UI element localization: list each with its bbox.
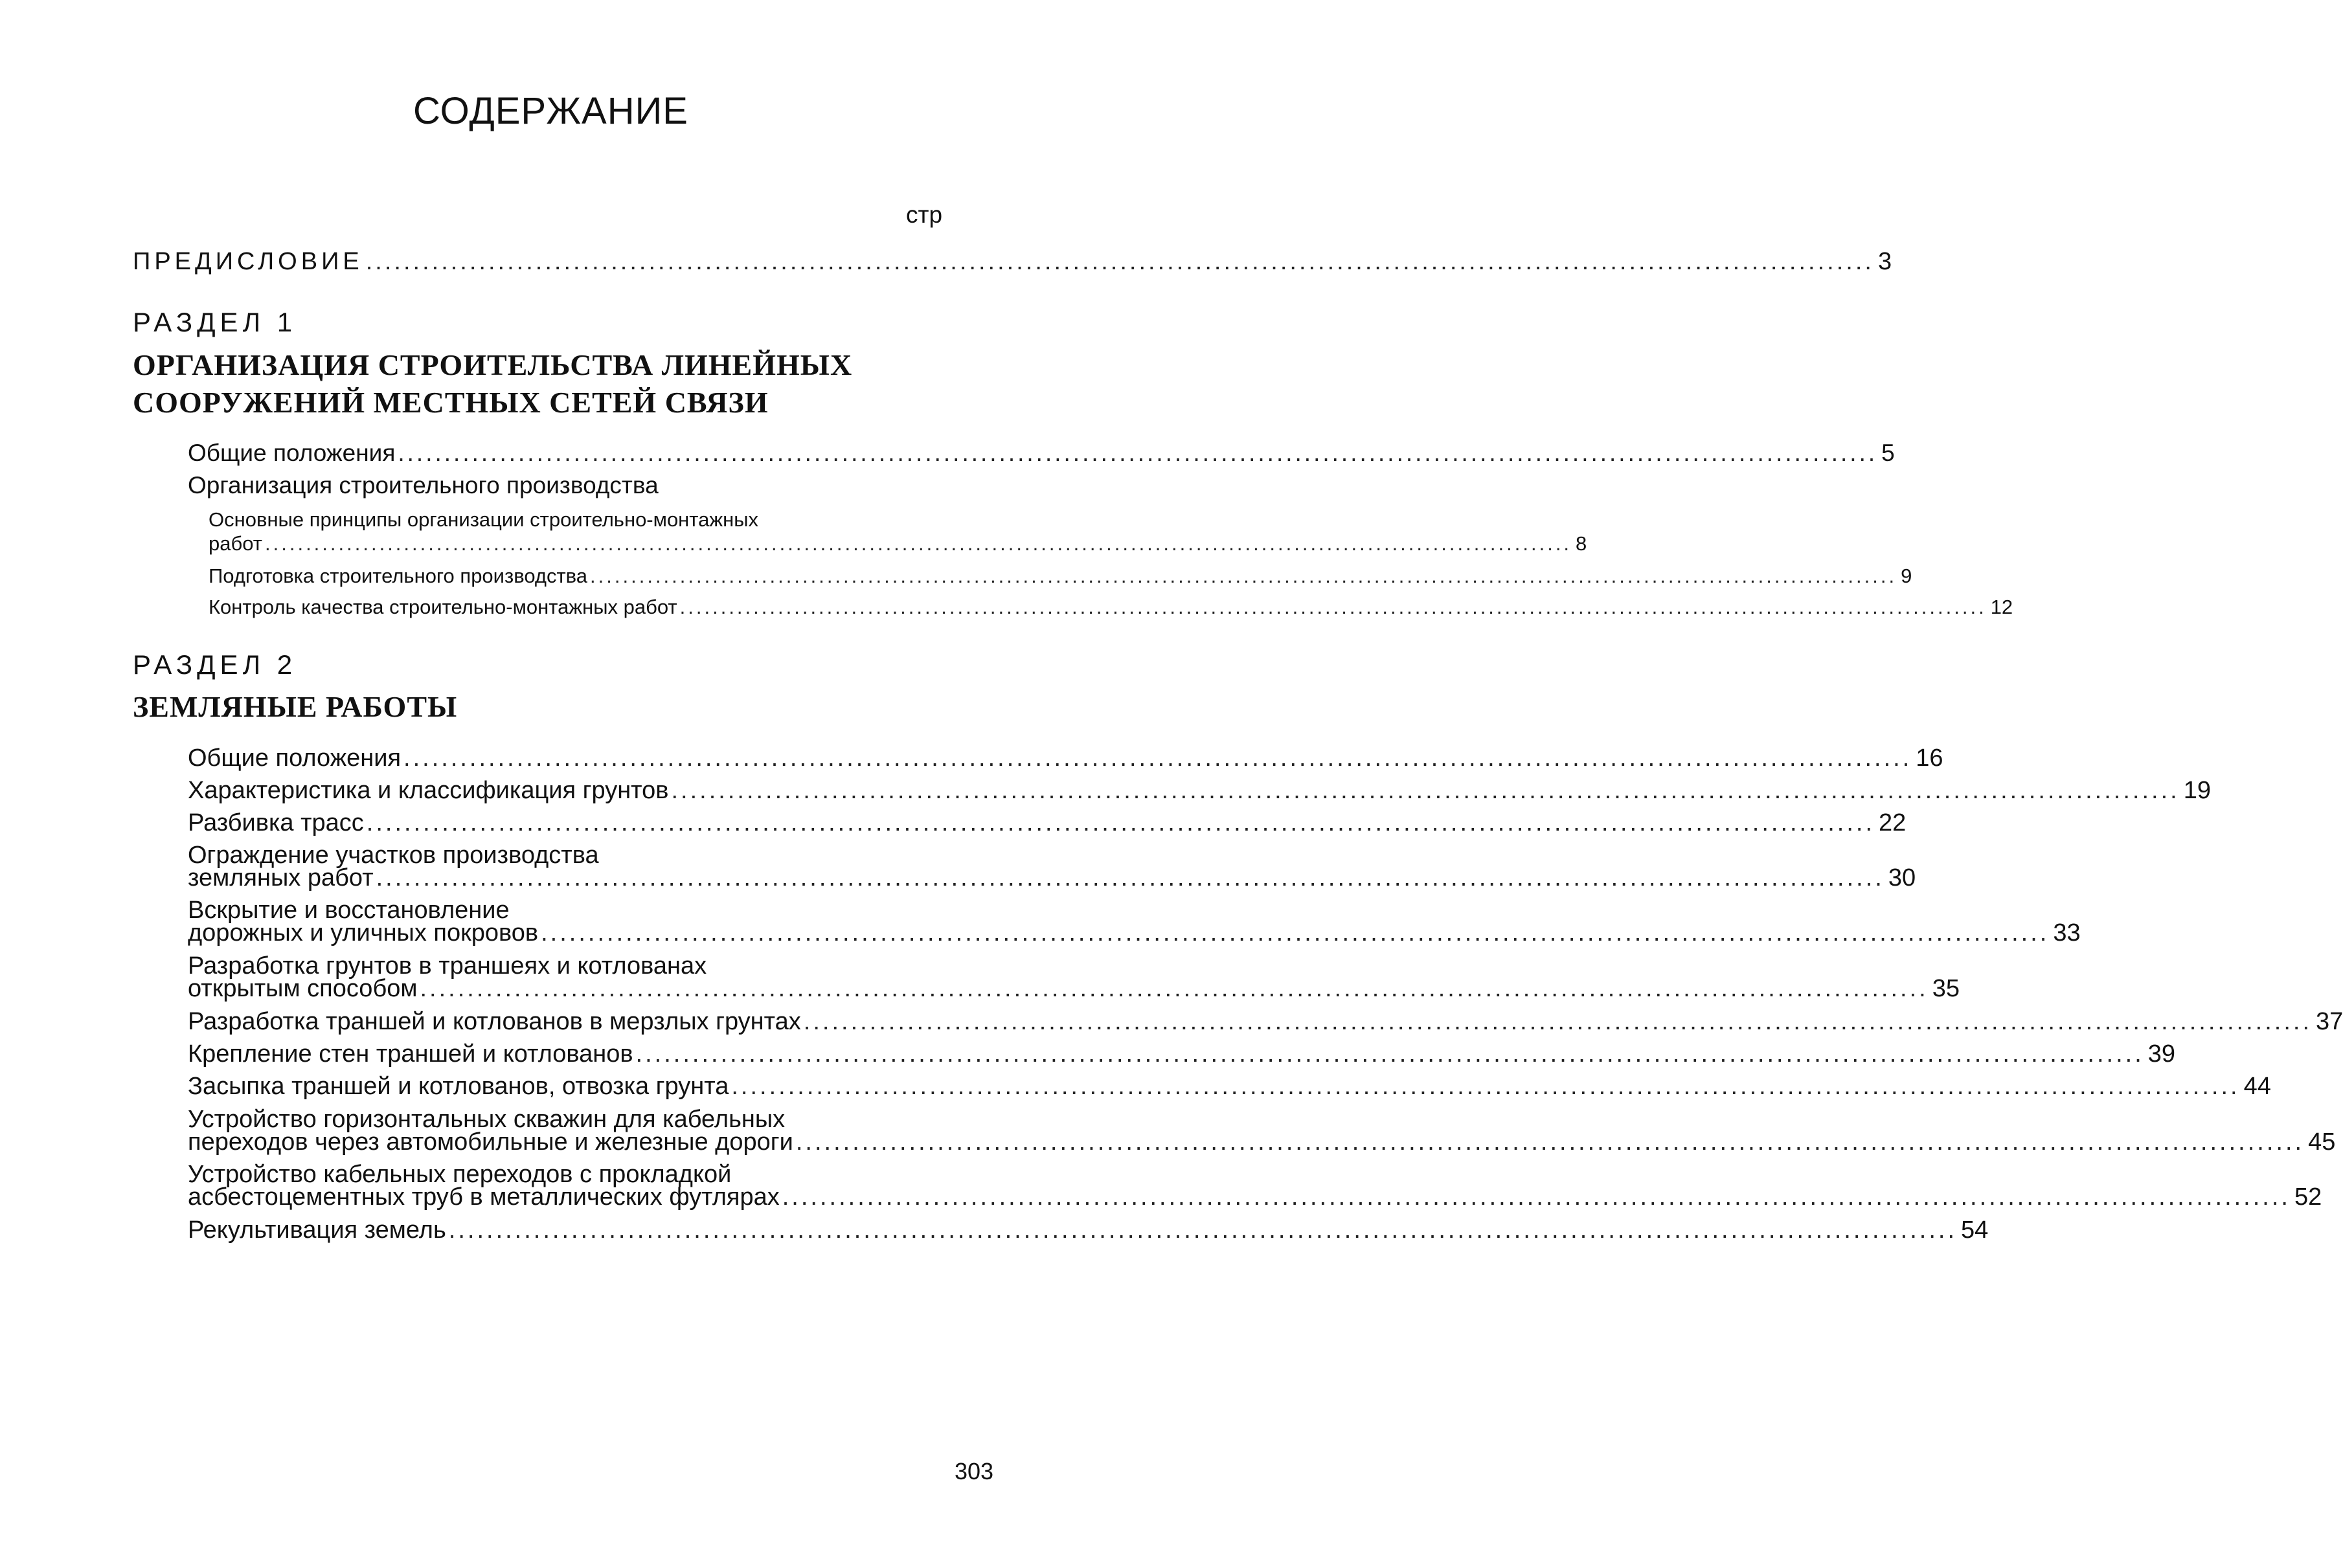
dot-leader: ................................................................................................................................................................ — [590, 565, 1897, 587]
toc-entry[interactable] — [188, 1128, 2336, 1156]
toc-entry[interactable] — [188, 1183, 2322, 1211]
toc-entry-page: 30 — [1888, 864, 1916, 891]
toc-entry-label: Крепление стен траншей и котлованов — [188, 1040, 633, 1068]
dot-leader: ................................................................................................................................................................ — [782, 1183, 2291, 1211]
toc-entry-label: переходов через автомобильные и железные дороги — [188, 1128, 793, 1156]
toc-entry-page: 5 — [1881, 440, 1895, 466]
section-1-title — [133, 346, 852, 421]
toc-entry-label: Разработка траншей и котлованов в мерзлых грунтах — [188, 1008, 801, 1035]
toc-entry-line1[interactable]: Основные принципы организации строительно-монтажных — [209, 508, 759, 531]
dot-leader: ................................................................................................................................................................ — [635, 1040, 2144, 1068]
toc-entry-page: 52 — [2294, 1183, 2322, 1211]
toc-entry-label: Характеристика и классификация грунтов — [188, 777, 669, 804]
toc-entry-page: 39 — [2147, 1040, 2176, 1068]
toc-entry-label: асбестоцементных труб в металлических футлярах — [188, 1183, 780, 1211]
dot-leader: ................................................................................................................................................................ — [803, 1008, 2312, 1035]
toc-entry[interactable] — [188, 440, 1895, 467]
toc-entry-page: 12 — [1990, 596, 2013, 618]
toc-entry-preface[interactable] — [133, 248, 1892, 276]
toc-entry-label: Рекультивация земель — [188, 1216, 446, 1244]
toc-entry-page: 16 — [1916, 745, 1943, 772]
toc-entry-label: Общие положения — [188, 745, 402, 772]
dot-leader: ................................................................................................................................................................ — [541, 919, 2050, 946]
toc-entry-label: Разбивка трасс — [188, 809, 364, 836]
toc-entry[interactable] — [209, 596, 2013, 619]
toc-entry-label: Засыпка траншей и котлованов, отвозка грунта — [188, 1073, 729, 1100]
toc-entry-page: 3 — [1877, 248, 1892, 275]
dot-leader: ................................................................................................................................................................ — [365, 248, 1874, 275]
toc-entry-page: 19 — [2183, 777, 2211, 804]
toc-entry-page: 22 — [1879, 809, 1907, 836]
toc-entry[interactable] — [209, 532, 1587, 555]
dot-leader: ................................................................................................................................................................ — [795, 1128, 2305, 1156]
toc-entry-page: 33 — [2053, 919, 2081, 946]
toc-entry[interactable] — [188, 919, 2081, 947]
toc-entry-label: Общие положения — [188, 440, 396, 466]
toc-subheading[interactable]: Организация строительного производства — [188, 472, 659, 498]
section-2-label: РАЗДЕЛ 2 — [133, 649, 297, 680]
dot-leader: ................................................................................................................................................................ — [671, 777, 2180, 804]
toc-entry-line1[interactable]: Устройство кабельных переходов с прокладкой — [188, 1161, 732, 1188]
toc-entry-page: 8 — [1576, 532, 1587, 555]
toc-entry[interactable] — [188, 975, 1960, 1003]
toc-entry-label: Подготовка строительного производства — [209, 565, 588, 587]
toc-entry-line1[interactable]: Устройство горизонтальных скважин для кабельных — [188, 1106, 786, 1133]
toc-entry-label: земляных работ — [188, 864, 374, 891]
toc-entry-line1[interactable]: Разработка грунтов в траншеях и котлованах — [188, 952, 707, 980]
toc-entry-label: открытым способом — [188, 975, 418, 1002]
toc-entry-page: 54 — [1961, 1216, 1989, 1244]
dot-leader: ................................................................................................................................................................ — [376, 864, 1885, 891]
toc-entry-line1[interactable]: Вскрытие и восстановление — [188, 897, 510, 924]
toc-entry-page: 44 — [2243, 1073, 2271, 1100]
dot-leader: ................................................................................................................................................................ — [403, 745, 1912, 772]
toc-entry-line1[interactable]: Ограждение участков производства — [188, 842, 599, 869]
toc-entry-page: 35 — [1932, 975, 1960, 1002]
dot-leader: ................................................................................................................................................................ — [679, 596, 1987, 618]
toc-entry-label: работ — [209, 532, 262, 555]
toc-entry-page: 37 — [2316, 1008, 2343, 1035]
section-1-title-line1: ОРГАНИЗАЦИЯ СТРОИТЕЛЬСТВА ЛИНЕЙНЫХ — [133, 348, 853, 381]
dot-leader: ................................................................................................................................................................ — [366, 809, 1875, 836]
toc-entry[interactable] — [188, 1216, 1989, 1244]
toc-entry-page: 9 — [1901, 565, 1912, 587]
toc-entry-label: ПРЕДИСЛОВИЕ — [133, 248, 363, 275]
dot-leader: ................................................................................................................................................................ — [398, 440, 1878, 466]
page-title: СОДЕРЖАНИЕ — [413, 90, 688, 132]
toc-entry[interactable] — [209, 565, 1912, 588]
dot-leader: ................................................................................................................................................................ — [731, 1073, 2240, 1100]
dot-leader: ................................................................................................................................................................ — [265, 532, 1572, 555]
section-1-title-line2: СООРУЖЕНИЙ МЕСТНЫХ СЕТЕЙ СВЯЗИ — [133, 386, 769, 419]
toc-entry[interactable] — [188, 864, 1916, 892]
page-number: 303 — [955, 1458, 994, 1484]
toc-entry[interactable] — [188, 745, 1943, 772]
toc-entry[interactable] — [188, 809, 1907, 837]
toc-entry-page: 45 — [2308, 1128, 2336, 1156]
section-2-title: ЗЕМЛЯНЫЕ РАБОТЫ — [133, 690, 458, 723]
page-column-label: стр — [906, 201, 943, 228]
toc-entry-label: дорожных и уличных покровов — [188, 919, 539, 946]
toc-entry[interactable] — [188, 1073, 2271, 1101]
toc-entry[interactable] — [188, 777, 2211, 805]
toc-entry[interactable] — [188, 1008, 2343, 1036]
toc-entry[interactable] — [188, 1040, 2176, 1068]
section-1-label: РАЗДЕЛ 1 — [133, 307, 297, 337]
dot-leader: ................................................................................................................................................................ — [448, 1216, 1957, 1244]
dot-leader: ................................................................................................................................................................ — [420, 975, 1929, 1002]
toc-entry-label: Контроль качества строительно-монтажных работ — [209, 596, 677, 618]
